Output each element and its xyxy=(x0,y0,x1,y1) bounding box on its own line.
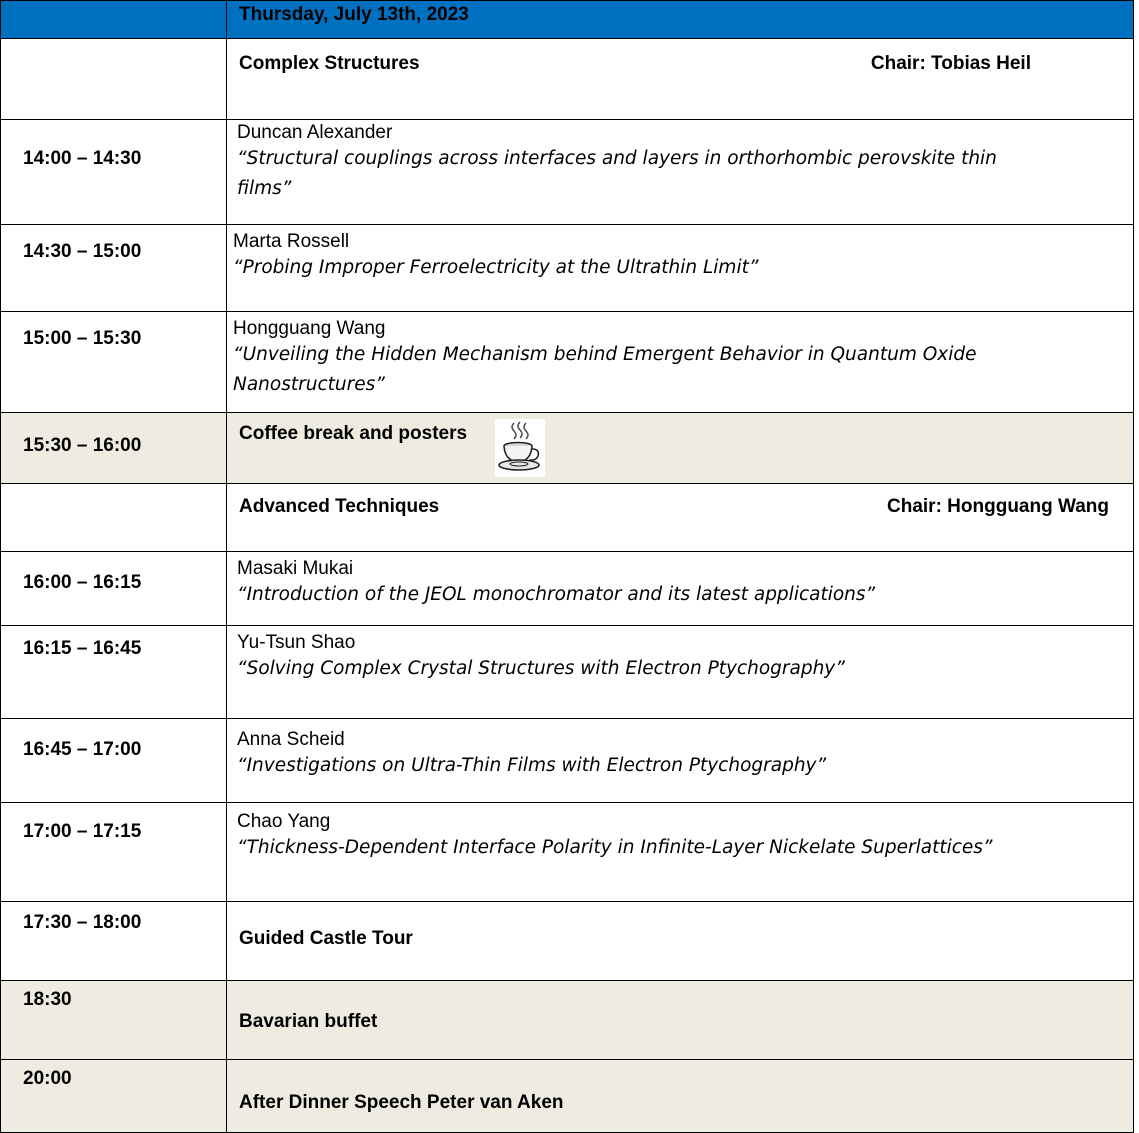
talk-cell xyxy=(227,626,1134,719)
session-blank-cell xyxy=(1,39,227,120)
talk-title: “Thickness-Dependent Interface Polarity in Infinite-Layer Nickelate Superlattices” xyxy=(237,837,993,858)
event-row xyxy=(1,981,1134,1060)
talk-speaker: Yu-Tsun Shao xyxy=(237,632,356,653)
date-header-row xyxy=(1,1,1134,39)
talk-cell xyxy=(227,312,1134,413)
event-time: 18:30 xyxy=(1,981,227,1060)
event-row xyxy=(1,902,1134,981)
session-blank-cell xyxy=(1,484,227,552)
talk-title: “Probing Improper Ferroelectricity at the Ultrathin Limit” xyxy=(233,257,759,278)
session-title: Complex Structures xyxy=(239,53,420,74)
talk-row xyxy=(1,120,1134,225)
session-row xyxy=(1,484,1134,552)
event-cell xyxy=(227,981,1134,1060)
talk-cell xyxy=(227,552,1134,626)
event-cell xyxy=(227,1060,1134,1133)
talk-time: 16:15 – 16:45 xyxy=(1,626,227,719)
coffee-cell xyxy=(227,413,1134,484)
talk-row xyxy=(1,719,1134,803)
talk-row xyxy=(1,552,1134,626)
coffee-label: Coffee break and posters xyxy=(239,423,468,444)
event-time: 20:00 xyxy=(1,1060,227,1133)
talk-row xyxy=(1,803,1134,902)
talk-cell xyxy=(227,803,1134,902)
talk-title: “Investigations on Ultra-Thin Films with Electron Ptychography” xyxy=(237,755,827,776)
header-blank-cell xyxy=(1,1,227,39)
talk-row xyxy=(1,626,1134,719)
talk-time: 14:30 – 15:00 xyxy=(1,225,227,312)
talk-title: “Introduction of the JEOL monochromator and its latest applications” xyxy=(237,584,876,605)
event-label: After Dinner Speech Peter van Aken xyxy=(239,1092,564,1113)
talk-time: 15:00 – 15:30 xyxy=(1,312,227,413)
talk-row xyxy=(1,312,1134,413)
talk-time: 17:00 – 17:15 xyxy=(1,803,227,902)
talk-speaker: Duncan Alexander xyxy=(237,122,393,143)
talk-cell xyxy=(227,120,1134,225)
talk-speaker: Marta Rossell xyxy=(233,231,350,252)
event-time: 17:30 – 18:00 xyxy=(1,902,227,981)
talk-time: 14:00 – 14:30 xyxy=(1,120,227,225)
talk-cell xyxy=(227,225,1134,312)
event-label: Bavarian buffet xyxy=(239,1011,378,1032)
coffee-break-row xyxy=(1,413,1134,484)
talk-speaker: Hongguang Wang xyxy=(233,318,386,339)
talk-speaker: Anna Scheid xyxy=(237,729,345,750)
session-row xyxy=(1,39,1134,120)
talk-title: “Unveiling the Hidden Mechanism behind Emergent Behavior in Quantum Oxide Nanostructures” xyxy=(233,344,977,395)
event-cell xyxy=(227,902,1134,981)
talk-cell xyxy=(227,719,1134,803)
coffee-cup-icon xyxy=(495,419,545,477)
session-cell xyxy=(227,484,1134,552)
talk-time: 16:45 – 17:00 xyxy=(1,719,227,803)
event-row xyxy=(1,1060,1134,1133)
talk-speaker: Masaki Mukai xyxy=(237,558,354,579)
talk-title: “Structural couplings across interfaces and layers in orthorhombic perovskite thin films” xyxy=(237,148,997,199)
talk-speaker: Chao Yang xyxy=(237,811,331,832)
talk-title: “Solving Complex Crystal Structures with Electron Ptychography” xyxy=(237,658,845,679)
event-label: Guided Castle Tour xyxy=(239,928,413,949)
talk-row xyxy=(1,225,1134,312)
coffee-time: 15:30 – 16:00 xyxy=(1,413,227,484)
talk-time: 16:00 – 16:15 xyxy=(1,552,227,626)
session-chair: Chair: Hongguang Wang xyxy=(887,496,1109,517)
session-title: Advanced Techniques xyxy=(239,496,440,517)
session-cell xyxy=(227,39,1134,120)
session-chair: Chair: Tobias Heil xyxy=(870,53,1031,74)
date-heading: Thursday, July 13th, 2023 xyxy=(227,1,1134,39)
